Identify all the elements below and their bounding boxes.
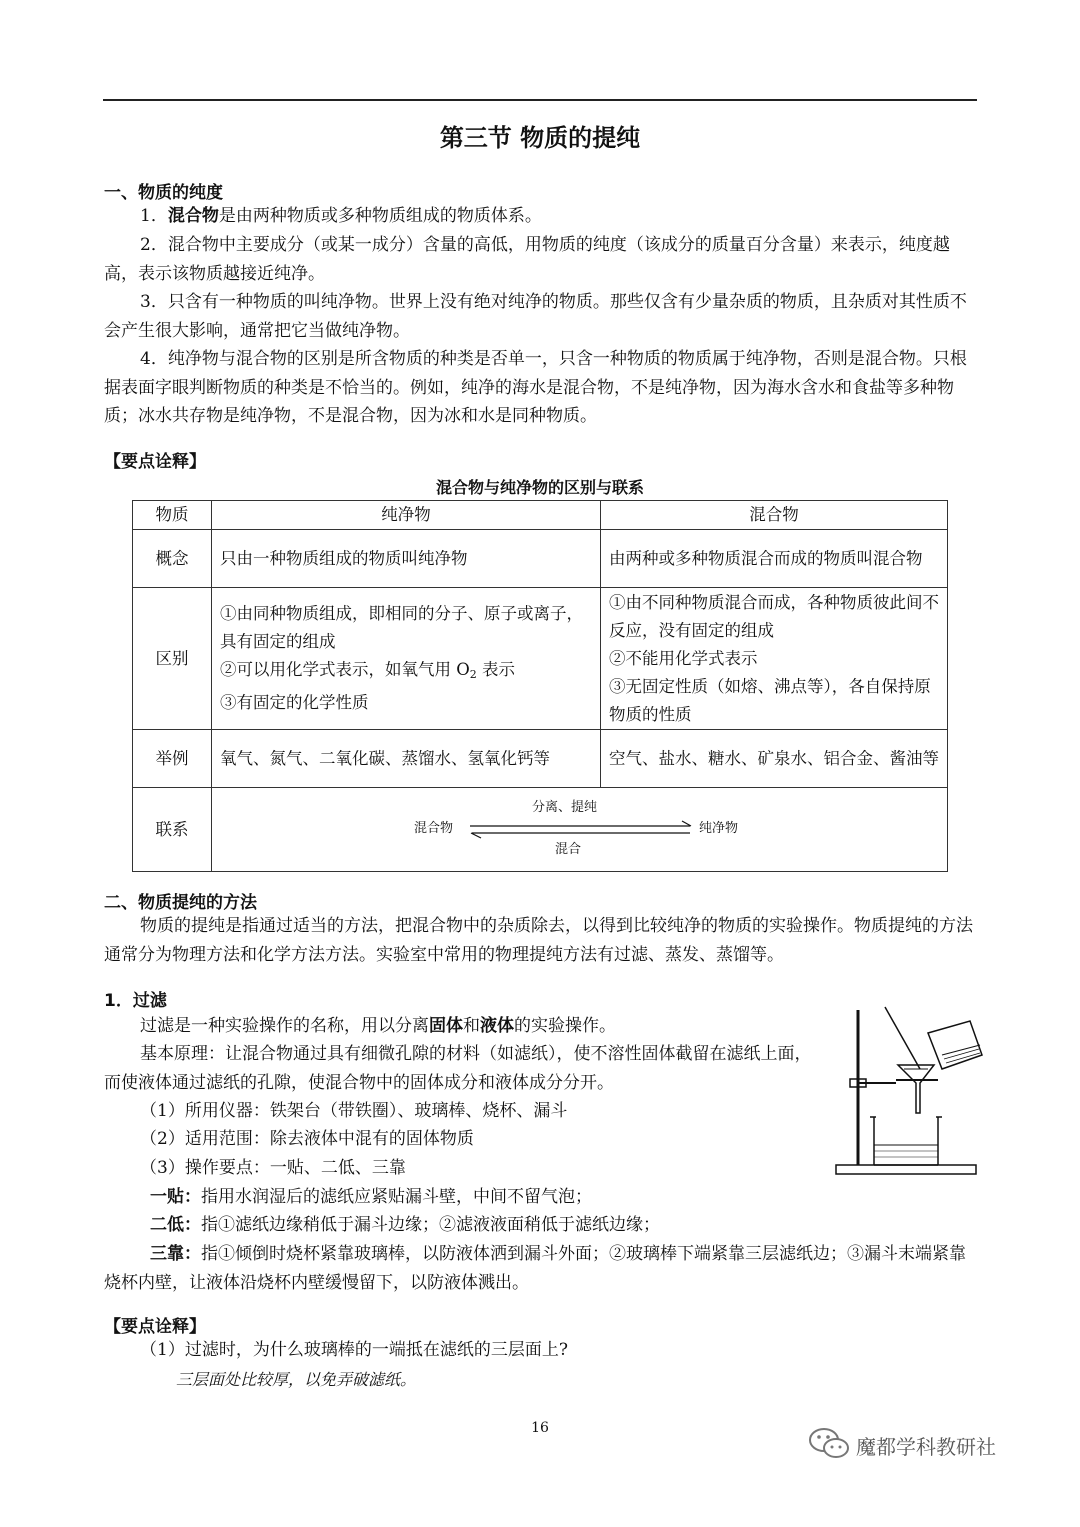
relation-top: 分离、提纯 [532,799,598,815]
table-header: 纯净物 [212,501,601,530]
filtration-item3: （3）操作要点：一贴、二低、三靠 [140,1158,406,1178]
table-cell: 只由一种物质组成的物质叫纯净物 [212,530,601,588]
table-header: 混合物 [601,501,948,530]
key-point-answer-1: 三层面处比较厚，以免弄破滤纸。 [176,1370,417,1389]
filtration-erdi: 二低：指①滤纸边缘稍低于漏斗边缘；②滤液液面稍低于滤纸边缘； [150,1215,660,1235]
section1-p1: 1．混合物是由两种物质或多种物质组成的物质体系。 [140,206,542,226]
filtration-principle: 基本原理：让混合物通过具有细微孔隙的材料（如滤纸），使不溶性固体截留在滤纸上面，而使液体通过滤纸的孔隙，使混合物中的固体成分和液体成分分开。 [104,1044,812,1093]
wechat-icon [808,1426,852,1462]
filtration-sankao: 三靠：指①倾倒时烧杯紧靠玻璃棒，以防液体洒到漏斗外面；②玻璃棒下端紧靠三层滤纸边；③漏斗末端紧靠烧杯内壁，让液体沿烧杯内壁缓慢留下，以防液体溅出。 [104,1244,966,1293]
row-label: 举例 [133,730,212,788]
row-label: 区别 [133,588,212,730]
section2-heading: 二、物质提纯的方法 [104,893,257,913]
key-point-question-1: （1）过滤时，为什么玻璃棒的一端抵在滤纸的三层面上? [140,1340,568,1360]
comparison-table [132,500,948,872]
section1-heading: 一、物质的纯度 [104,183,223,203]
table-row-difference [133,588,948,730]
filtration-apparatus-icon [830,1005,990,1180]
table-cell: 氧气、氮气、二氧化碳、蒸馏水、氢氧化钙等 [212,730,601,788]
section1-p3: 3．只含有一种物质的叫纯净物。世界上没有绝对纯净的物质。那些仅含有少量杂质的物质，且杂质对其性质不会产生很大影响，通常把它当做纯净物。 [104,292,967,341]
table-cell: 由两种或多种物质混合而成的物质叫混合物 [601,530,948,588]
section2-p1: 物质的提纯是指通过适当的方法，把混合物中的杂质除去，以得到比较纯净的物质的实验操作。物质提纯的方法通常分为物理方法和化学方法方法。实验室中常用的物理提纯方法有过滤、蒸发、蒸馏等。 [104,916,973,965]
relation-left: 混合物 [414,820,454,836]
table-header: 物质 [133,501,212,530]
watermark [808,1422,1058,1466]
table-caption: 混合物与纯净物的区别与联系 [435,478,644,497]
relation-diagram [212,788,948,872]
cell-line: ③无固定性质（如熔、沸点等），各自保持原物质的性质 [609,676,931,724]
table-row-relation [133,788,948,872]
section1-p4: 4．纯净物与混合物的区别是所含物质的种类是否单一，只含一种物质的物质属于纯净物，否则是混合物。只根据表面字眼判断物质的种类是不恰当的。例如，纯净的海水是混合物，不是纯净物，因为海水含水和食盐等多种物质；冰水共存物是纯净物，不是混合物，因为冰和水是同种物质。 [104,349,967,426]
key-points-label-2: 【要点诠释】 [104,1317,206,1337]
cell-line: ①由不同种物质混合而成，各种物质彼此间不反应，没有固定的组成 [609,592,939,640]
table-cell [212,588,601,730]
equilibrium-arrows-icon [462,818,702,842]
filtration-item1: （1）所用仪器：铁架台（带铁圈）、玻璃棒、烧杯、漏斗 [140,1101,568,1121]
page-number: 16 [531,1420,549,1436]
table-row-concept [133,530,948,588]
watermark-text: 魔都学科教研社 [856,1435,996,1459]
key-points-label: 【要点诠释】 [104,452,206,472]
filtration-yitie: 一贴：指用水润湿后的滤纸应紧贴漏斗壁，中间不留气泡； [150,1187,592,1207]
relation-right: 纯净物 [699,820,739,836]
filtration-definition: 过滤是一种实验操作的名称，用以分离固体和液体的实验操作。 [140,1016,616,1036]
row-label: 联系 [133,788,212,872]
page-title: 第三节 物质的提纯 [439,124,641,152]
filtration-heading: 1．过滤 [104,991,167,1011]
cell-line: ②不能用化学式表示 [609,648,758,668]
row-label: 概念 [133,530,212,588]
relation-bottom: 混合 [555,841,582,857]
section1-p2: 2．混合物中主要成分（或某一成分）含量的高低，用物质的纯度（该成分的质量百分含量）来表示，纯度越高，表示该物质越接近纯净。 [104,235,950,284]
cell-line: ③有固定的化学性质 [220,693,369,712]
table-cell [601,588,948,730]
filtration-item2: （2）适用范围：除去液体中混有的固体物质 [140,1129,474,1149]
top-rule [103,99,977,101]
cell-line: ①由同种物质组成，即相同的分子、原子或离子，具有固定的组成 [220,604,583,651]
table-cell: 空气、盐水、糖水、矿泉水、铝合金、酱油等 [601,730,948,788]
table-header-row [133,501,948,530]
cell-line: ②可以用化学式表示，如氧气用 $O_2$ 表示 [220,660,516,681]
table-row-examples [133,730,948,788]
